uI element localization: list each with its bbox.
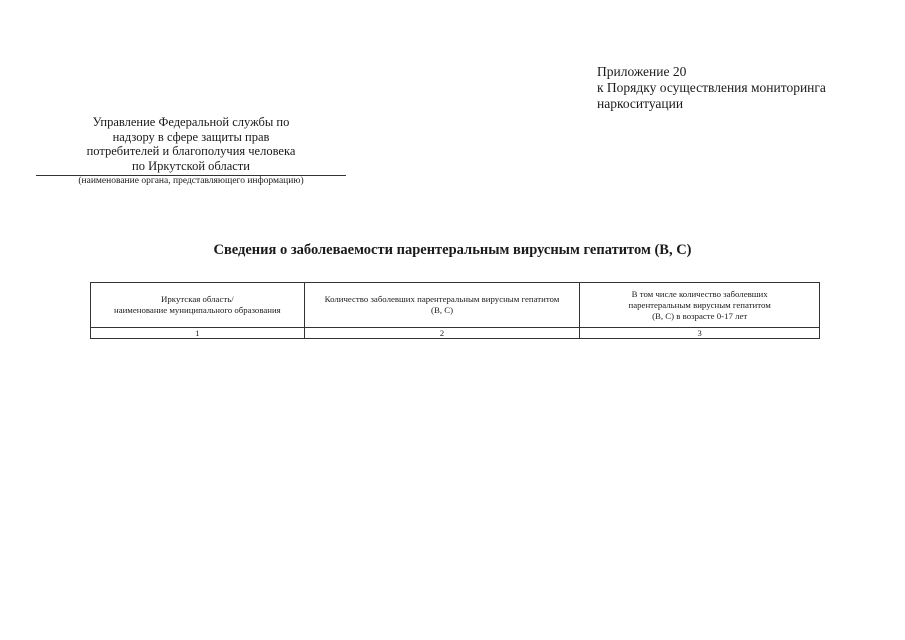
header-count-line-1: Количество заболевших парентеральным вирусным гепатитом (324, 294, 560, 304)
header-cell-count (304, 283, 580, 328)
header-cell-region (91, 283, 305, 328)
appendix-line-3: наркоситуации (597, 96, 684, 111)
column-number-3: 3 (580, 328, 820, 339)
header-minors-line-2: парентеральным вирусным гепатитом (628, 299, 771, 310)
header-region-line-1: Иркутская область/ (161, 294, 234, 304)
table-header-row (91, 283, 820, 328)
header-minors-line-1: В том числе количество заболевших (631, 288, 768, 299)
header-count-line-2: (В, С) (431, 305, 454, 315)
organization-line-4: по Иркутской области (132, 158, 250, 173)
appendix-note (597, 64, 826, 112)
organization-block (36, 115, 346, 186)
document-title: Сведения о заболеваемости парентеральным вирусным гепатитом (В, С) (213, 242, 692, 258)
header-cell-minors (580, 283, 820, 328)
appendix-line-2: к Порядку осуществления мониторинга (597, 80, 826, 95)
data-table (90, 282, 820, 339)
organization-line-1: Управление Федеральной службы по (92, 115, 290, 129)
appendix-line-1: Приложение 20 (597, 64, 687, 79)
organization-caption: (наименование органа, представляющего информацию) (78, 176, 304, 186)
column-number-2: 2 (304, 328, 580, 339)
organization-line-3: потребителей и благополучия человека (86, 144, 296, 158)
column-number-1: 1 (91, 328, 305, 339)
header-region-line-2: наименование муниципального образования (113, 305, 281, 315)
header-minors-line-3: (В, С) в возрасте 0-17 лет (652, 310, 748, 321)
organization-line-2: надзору в сфере защиты прав (112, 129, 270, 144)
column-number-row (91, 328, 820, 339)
